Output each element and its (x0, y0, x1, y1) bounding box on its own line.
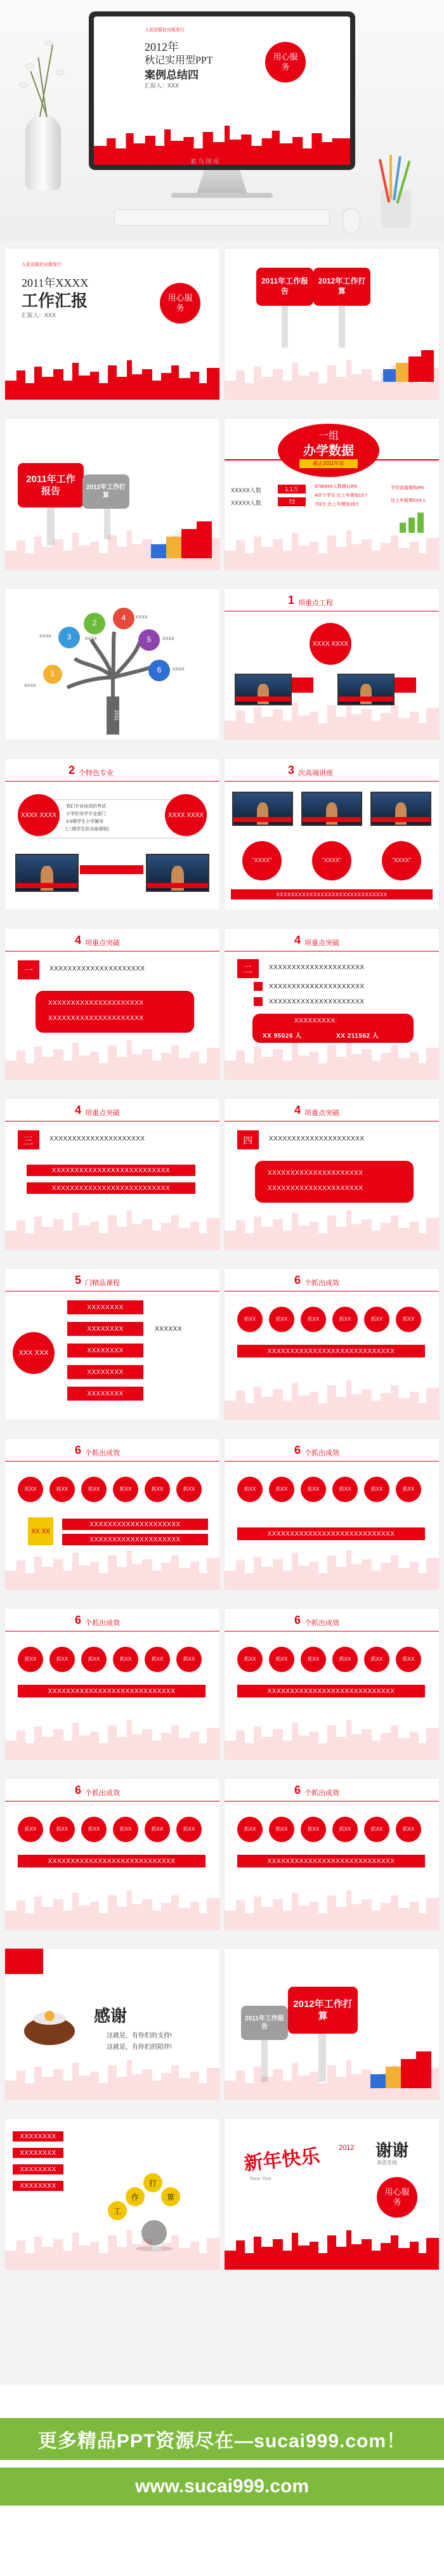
bubble-line-1: XXXXXXXXXXXXXXXXXXXXX (268, 1170, 363, 1177)
effect-dot-4: 抓XX (113, 1817, 138, 1842)
header-title: 个抓出成效 (304, 1789, 339, 1797)
new-year-sub: 恭喜发财 (377, 2160, 397, 2166)
new-year-english: New Year (250, 2176, 272, 2181)
slide-effects-4 (5, 1609, 219, 1760)
effect-dot-2: 抓XX (269, 1307, 294, 1332)
header-number: 4 (294, 1104, 301, 1116)
effects-bar: XXXXXXXXXXXXXXXXXXXXXXXXXXXX (237, 1345, 425, 1357)
header-number: 6 (294, 1274, 301, 1286)
plan-tag-2: XXXXXXXX (13, 2148, 63, 2158)
leaf-circle-1: 1 (43, 665, 62, 684)
effect-dot-6: 抓XX (176, 1647, 202, 1672)
header-number: 4 (75, 934, 82, 946)
city-skyline-faint (5, 1885, 219, 1930)
effect-dot-1: 抓XX (18, 1817, 43, 1842)
city-skyline-faint (225, 1715, 439, 1760)
sign-2012-plan: 2012年工作打算 (82, 474, 129, 509)
cover-title-line2: 案例总结四 (145, 69, 199, 81)
bullet-line-1: XXXXXXXXXXXXXXXXXXXXX (269, 983, 365, 990)
effect-dot-5: 抓XX (145, 1817, 170, 1842)
flower-petal (25, 63, 34, 69)
header-title: 个抓出成效 (85, 1789, 120, 1797)
slide-plan-tags (5, 2119, 219, 2270)
monitor-frame (89, 11, 355, 170)
course-item-5: XXXXXXXX (67, 1387, 143, 1401)
bullet-square (254, 997, 263, 1006)
effect-dot-4: 抓XX (332, 1817, 358, 1842)
row2-label: XXXXX人数 (231, 500, 262, 506)
stair-steps-graphic (151, 514, 214, 558)
header-title: 项重点突破 (85, 1109, 120, 1117)
slide-effects-6 (5, 1779, 219, 1930)
course-item-4: XXXXXXXX (67, 1365, 143, 1379)
leaf-label-6: XXXX (173, 667, 185, 672)
slide-courses (5, 1269, 219, 1420)
plan-char-4: 算 (161, 2187, 180, 2206)
note-1: 我们专业培训的考试 (66, 804, 106, 809)
slide-effects-5 (225, 1609, 439, 1760)
photo-thumbnail (370, 792, 431, 826)
header-number: 5 (75, 1274, 82, 1286)
effect-dot-3: 抓XX (81, 1817, 107, 1842)
effect-dot-1: 抓XX (237, 1647, 263, 1672)
photo-thumbnail (146, 854, 209, 892)
course-item-2: XXXXXXXX (67, 1322, 143, 1336)
effect-dot-6: 抓XX (396, 1477, 421, 1502)
effect-dot-4: 抓XX (113, 1647, 138, 1672)
oval-sub-text: 截止2011年底 (299, 459, 358, 468)
effect-dot-6: 抓XX (176, 1477, 202, 1502)
city-skyline-faint (225, 1205, 439, 1250)
effect-dot-5: 抓XX (145, 1647, 170, 1672)
slide-signs-1 (225, 249, 439, 400)
red-bar-1: XXXXXXXXXXXXXXXXXXXXXXXXXX (27, 1165, 195, 1176)
effect-dot-5: 抓XX (364, 1647, 389, 1672)
left-circle: XXXX XXXX (18, 794, 60, 836)
yellow-box: XX XX (28, 1517, 53, 1545)
new-year-year: 2012 (339, 2144, 355, 2152)
row2-value: 72 (278, 497, 306, 506)
effect-dot-1: 抓XX (18, 1477, 43, 1502)
slide-signs-2 (5, 419, 219, 570)
effect-dot-5: 抓XX (364, 1307, 389, 1332)
photo-thumbnail (232, 792, 293, 826)
slide-signs-3 (225, 1949, 439, 2100)
oval-top-text: 一组 (318, 431, 339, 441)
plan-tag-1: XXXXXXXX (13, 2131, 63, 2141)
sign-2012-plan: 2012年工作打算 (288, 1987, 358, 2034)
oval-main-text: 办学数据 (303, 444, 354, 458)
note-2: 小学的导学专业部门 (66, 812, 106, 816)
effect-dot-2: 抓XX (269, 1477, 294, 1502)
effects-bar: XXXXXXXXXXXXXXXXXXXXXXXXXXXX (237, 1527, 425, 1540)
total-1: XX 95026 人 (263, 1033, 302, 1040)
sign-2012-plan: 2012年工作打算 (313, 268, 370, 306)
thanks-title: 感谢 (94, 2006, 127, 2025)
slide-tree (5, 589, 219, 740)
city-skyline (225, 2225, 439, 2270)
monitor-foot (171, 193, 273, 198)
header-title: 项重点突破 (85, 939, 120, 947)
effect-dot-6: 抓XX (396, 1307, 421, 1332)
course-item-1: XXXXXXXX (67, 1300, 143, 1314)
leaf-label-1: XXXX (24, 684, 36, 688)
effects-bar: XXXXXXXXXXXXXXXXXXXXXXXXXXXX (18, 1685, 206, 1697)
header-title: 个抓出成效 (304, 1619, 339, 1627)
header-title: 个抓出成效 (85, 1619, 120, 1627)
header-title: 项重点突破 (304, 939, 339, 947)
header-title: 个特色专业 (79, 769, 114, 777)
slide-specialties (5, 759, 219, 910)
header-number: 6 (75, 1444, 82, 1456)
red-tag (395, 677, 416, 693)
effects-line-2: XXXXXXXXXXXXXXXXXXXX (62, 1534, 208, 1545)
teapot-graphic (18, 1993, 81, 2050)
effect-dot-4: 抓XX (332, 1477, 358, 1502)
header-number: 6 (294, 1784, 301, 1796)
slide-effects-1 (225, 1269, 439, 1420)
headline-line: XXXXXXXXXXXXXXXXXXXXX (269, 964, 365, 971)
city-skyline (5, 355, 219, 400)
stat-4: 平均直接增收4% (391, 486, 424, 490)
slide-school-data (225, 419, 439, 570)
city-skyline-faint (5, 1035, 219, 1080)
header-title: 个抓出成效 (304, 1449, 339, 1457)
bubble-line-2: XXXXXXXXXXXXXXXXXXXXX (48, 1015, 144, 1022)
effect-dot-1: 抓XX (18, 1647, 43, 1672)
city-skyline-faint (225, 525, 439, 570)
headline-line: XXXXXXXXXXXXXXXXXXXXX (49, 965, 145, 972)
photo-thumbnail (301, 792, 362, 826)
thanks-line-2: 这就是，有你们的陪伴! (107, 2044, 172, 2051)
speech-bubble (36, 991, 194, 1033)
plan-char-1: 工 (108, 2201, 127, 2220)
plan-char-2: 作 (126, 2187, 145, 2206)
slide-title-top: 2011年XXXX (22, 277, 89, 289)
header-number: 6 (294, 1444, 301, 1456)
flower-petal (56, 70, 65, 75)
effect-dot-3: 抓XX (301, 1307, 326, 1332)
speech-bubble (255, 1161, 414, 1203)
slide-effects-2 (5, 1439, 219, 1590)
slide-key-projects (225, 589, 439, 740)
slide-cover-2011 (5, 249, 219, 400)
cover-reporter: 汇报人：XXX (145, 82, 180, 89)
effect-dot-6: 抓XX (396, 1647, 421, 1672)
city-skyline-faint (225, 695, 439, 740)
slide-title-main: 工作汇报 (22, 291, 88, 310)
cover-title-line1: 秋记实用型PPT (145, 55, 213, 66)
row1-label: XXXXX人数 (231, 487, 262, 494)
header-title: 次高端讲座 (298, 769, 333, 777)
bullet-line-2: XXXXXXXXXXXXXXXXXXXXX (269, 998, 365, 1005)
headline-line: XXXXXXXXXXXXXXXXXXXXX (269, 1135, 365, 1142)
leaf-circle-2: 2 (84, 613, 105, 634)
headline-line: XXXXXXXXXXXXXXXXXXXXX (49, 1135, 145, 1142)
lecture-bar: XXXXXXXXXXXXXXXXXXXXXXXXXXXXXX (231, 889, 433, 899)
slide-thanks (5, 1949, 219, 2100)
effect-dot-2: 抓XX (269, 1647, 294, 1672)
effect-dot-5: 抓XX (364, 1477, 389, 1502)
header-number: 6 (75, 1784, 82, 1796)
stat-1: 57564XX人数增长8% (315, 485, 357, 489)
thanks-line-1: 这就是，有你们的支持! (107, 2032, 172, 2039)
course-item-3: XXXXXXXX (67, 1344, 143, 1357)
effect-dot-2: 抓XX (269, 1817, 294, 1842)
lecture-circle-3: "XXXX" (382, 841, 421, 880)
effects-bar: XXXXXXXXXXXXXXXXXXXXXXXXXXXX (18, 1855, 206, 1867)
header-title: 门精品课程 (85, 1279, 120, 1287)
promo-banner (0, 2385, 444, 2576)
effect-dot-2: 抓XX (49, 1477, 75, 1502)
effect-dot-1: 抓XX (237, 1477, 263, 1502)
effect-dot-6: 抓XX (396, 1817, 421, 1842)
header-number: 3 (288, 764, 295, 776)
header-number: 1 (288, 594, 295, 606)
effects-line-1: XXXXXXXXXXXXXXXXXXXX (62, 1519, 208, 1530)
effect-dot-4: 抓XX (113, 1477, 138, 1502)
badge-one: 一 (18, 960, 39, 979)
slide-lectures (225, 759, 439, 910)
lecture-circle-1: "XXXX" (242, 841, 282, 880)
courses-circle: XXX XXX (13, 1332, 55, 1374)
banner-headline[interactable]: 更多精品PPT资源尽在—sucai999.com！ (0, 2418, 444, 2460)
bubble-line-2: XXXXXXXXXXXXXXXXXXXXX (268, 1185, 363, 1192)
effect-dot-2: 抓XX (49, 1817, 75, 1842)
slide-new-year (225, 2119, 439, 2270)
leaf-label-4: XXXX (136, 615, 148, 620)
slide-logo: 人民出版社出版发行 (22, 263, 62, 267)
slide-effects-7 (225, 1779, 439, 1930)
city-skyline-faint (225, 1375, 439, 1420)
mouse (343, 208, 360, 233)
effect-dot-3: 抓XX (301, 1817, 326, 1842)
stat-2: 437个学生 比上年增加13个 (315, 494, 369, 498)
vase-decoration (25, 114, 61, 190)
leaf-label-5: XXXX (162, 637, 174, 641)
total-2: XX 211562 人 (336, 1033, 379, 1040)
plan-tag-3: XXXXXXXX (13, 2164, 63, 2174)
cover-stamp: 用心服务 (265, 42, 306, 82)
leaf-circle-3: 3 (58, 627, 80, 648)
slide-breakthrough-2 (225, 929, 439, 1080)
header-title: 项重点突破 (304, 1109, 339, 1117)
leaf-circle-4: 4 (113, 608, 134, 629)
badge-four: 四 (237, 1130, 259, 1149)
monitor-stand (197, 170, 247, 194)
effects-bar: XXXXXXXXXXXXXXXXXXXXXXXXXXXX (237, 1685, 425, 1697)
course-side-label: XXXXXX (155, 1326, 183, 1333)
slide-breakthrough-1 (5, 929, 219, 1080)
badge-three: 三 (18, 1130, 39, 1149)
effect-dot-1: 抓XX (237, 1307, 263, 1332)
stair-steps-graphic (383, 344, 434, 382)
stat-3: 722万 比上年增加19万 (315, 502, 360, 507)
effect-dot-2: 抓XX (49, 1647, 75, 1672)
right-circle: XXXX XXXX (165, 794, 207, 836)
effect-dot-3: 抓XX (301, 1647, 326, 1672)
flower-stem (37, 57, 47, 117)
header-number: 6 (75, 1614, 82, 1626)
city-skyline (94, 121, 350, 165)
leaf-label-3: XXXX (39, 634, 51, 639)
sign-post (339, 303, 345, 348)
flower-petal (19, 82, 28, 88)
sign-2011-report: 2011年工作报告 (256, 268, 313, 306)
cover-year: 2012年 (145, 41, 179, 53)
city-skyline-faint (5, 2055, 219, 2100)
corner-accent (5, 1949, 43, 1974)
plan-tag-4: XXXXXXXX (13, 2181, 63, 2191)
slide-breakthrough-3 (5, 1099, 219, 1250)
header-title: 个抓出成效 (304, 1279, 339, 1287)
effect-dot-5: 抓XX (364, 1817, 389, 1842)
effect-dot-4: 抓XX (332, 1647, 358, 1672)
note-4: (三期学生的全面课程) (66, 827, 109, 832)
city-skyline-faint (5, 1715, 219, 1760)
effects-bar: XXXXXXXXXXXXXXXXXXXXXXXXXXXX (237, 1855, 425, 1867)
cover-logo: 人民出版社出版发行 (145, 28, 185, 32)
sign-post (282, 303, 288, 348)
header-number: 6 (294, 1614, 301, 1626)
totals-label: XXXXXXXXX: (294, 1017, 337, 1024)
row1-value: 1.1万 (278, 485, 306, 494)
city-skyline-faint (5, 1545, 219, 1590)
stair-steps-graphic (370, 2044, 434, 2088)
header-number: 4 (294, 934, 301, 946)
plan-char-3: 打 (143, 2173, 162, 2192)
banner-url[interactable]: www.sucai999.com (0, 2468, 444, 2506)
badge-two: 二 (237, 959, 259, 978)
effect-dot-1: 抓XX (237, 1817, 263, 1842)
sign-2011-report: 2011年工作报告 (241, 2006, 288, 2040)
effect-dot-4: 抓XX (332, 1307, 358, 1332)
effect-dot-3: 抓XX (301, 1477, 326, 1502)
leaf-circle-5: 5 (138, 629, 160, 651)
flower-petal (44, 41, 53, 46)
city-skyline-faint (225, 1035, 439, 1080)
center-circle: XXXX XXXX (310, 623, 351, 665)
note-3: 3-9期学生小学辅导 (66, 820, 104, 824)
photo-thumbnail (15, 854, 79, 892)
sign-2011-report: 2011年工作报告 (18, 463, 84, 507)
effect-dot-5: 抓XX (145, 1477, 170, 1502)
bubble-line-1: XXXXXXXXXXXXXXXXXXXXX (48, 1000, 144, 1007)
city-skyline-faint (225, 1885, 439, 1930)
effect-dot-6: 抓XX (176, 1817, 202, 1842)
leaf-label-2: XXXX (85, 637, 97, 641)
slide-stamp: 用心服务 (377, 2177, 417, 2218)
thanks-word: 谢谢 (375, 2141, 409, 2160)
red-bar (80, 865, 143, 874)
flower-stem (30, 71, 48, 116)
effect-dot-3: 抓XX (81, 1477, 107, 1502)
leaf-circle-6: 6 (148, 660, 170, 681)
header-number: 2 (69, 764, 75, 776)
bullet-square (254, 982, 263, 991)
header-title: 个抓出成效 (85, 1449, 120, 1457)
slide-breakthrough-4 (225, 1099, 439, 1250)
header-number: 4 (75, 1104, 82, 1116)
new-year-calligraphy: 新年快乐 (242, 2145, 321, 2175)
slide-stamp: 用心服务 (160, 283, 200, 324)
effect-dot-3: 抓XX (81, 1647, 107, 1672)
city-skyline-faint (5, 1205, 219, 1250)
slide-reporter: 汇报人：XXX (22, 312, 56, 318)
tree-trunk-label: 2011 (107, 696, 119, 735)
pencil (389, 155, 392, 199)
lecture-circle-2: "XXXX" (312, 841, 351, 880)
slide-effects-3 (225, 1439, 439, 1590)
monitor-watermark: 素鸟图库 (190, 159, 221, 166)
red-bar-2: XXXXXXXXXXXXXXXXXXXXXXXXXX (27, 1182, 195, 1194)
header-title: 项重点工程 (298, 599, 333, 607)
cover-slide (94, 16, 350, 165)
stat-5: 比上年新增XXX人 (391, 499, 427, 503)
city-skyline-faint (5, 2225, 219, 2270)
hero-mockup (0, 0, 444, 241)
keyboard (114, 209, 330, 226)
red-tag (292, 677, 313, 693)
city-skyline-faint (225, 1545, 439, 1590)
